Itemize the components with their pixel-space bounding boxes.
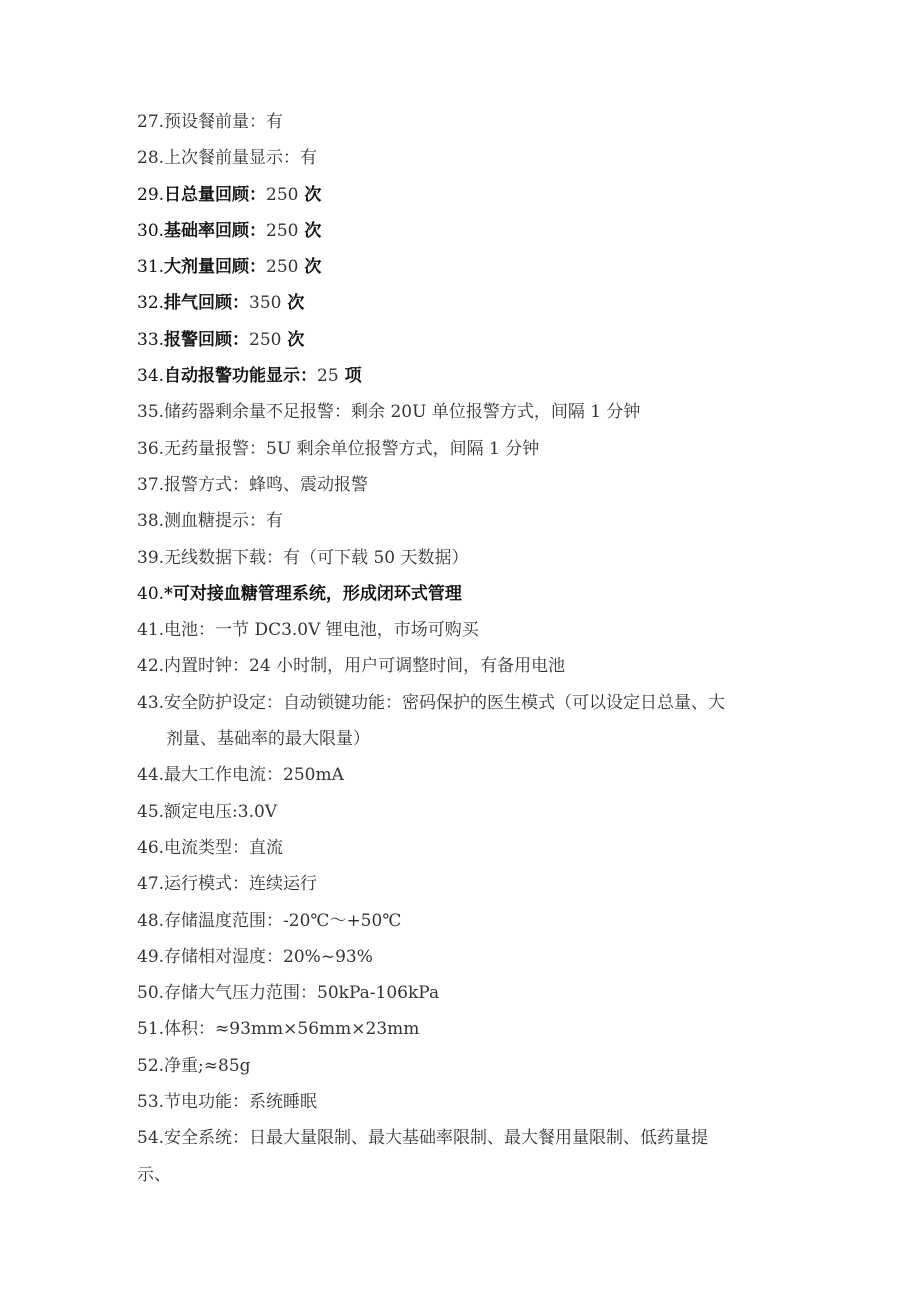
spec-item-42 xyxy=(137,648,787,684)
item-text: 体积：≈93mm×56mm×23mm xyxy=(164,1019,420,1040)
spec-item-28 xyxy=(137,140,787,176)
spec-item-31 xyxy=(137,249,787,285)
item-text: 内置时钟：24 小时制，用户可调整时间，有备用电池 xyxy=(164,656,566,677)
item-text: 运行模式：连续运行 xyxy=(164,874,318,895)
item-text: 报警方式：蜂鸣、震动报警 xyxy=(164,474,369,495)
item-value: 25 xyxy=(317,366,339,387)
spec-item-46 xyxy=(137,830,787,866)
spec-item-51 xyxy=(137,1011,787,1047)
item-number: 53. xyxy=(137,1092,165,1113)
item-label: *可对接血糖管理系统，形成闭环式管理 xyxy=(164,583,462,604)
item-number: 49. xyxy=(137,946,165,967)
item-text: 净重;≈85g xyxy=(164,1055,251,1076)
item-text: 存储温度范围：-20℃～+50℃ xyxy=(164,910,402,931)
item-number: 27. xyxy=(137,112,165,132)
item-text: 安全防护设定：自动锁键功能：密码保护的医生模式（可以设定日总量、大 xyxy=(164,692,726,713)
item-number: 28. xyxy=(137,148,165,169)
item-unit: 次 xyxy=(281,329,305,350)
item-label: 基础率回顾： xyxy=(164,220,267,241)
spec-item-43 xyxy=(137,685,787,758)
item-text: 额定电压:3.0V xyxy=(164,801,278,822)
item-number: 37. xyxy=(137,474,165,495)
item-label: 报警回顾： xyxy=(164,329,250,350)
item-unit: 项 xyxy=(338,366,362,387)
spec-item-35 xyxy=(137,394,787,430)
item-continuation: 示、 xyxy=(137,1164,171,1185)
spec-item-53 xyxy=(137,1084,787,1120)
item-number: 33. xyxy=(137,329,165,350)
spec-item-33 xyxy=(137,322,787,358)
item-text: 存储大气压力范围：50kPa-106kPa xyxy=(164,983,440,1004)
item-label: 日总量回顾： xyxy=(164,184,267,205)
spec-item-40 xyxy=(137,576,787,612)
spec-item-44 xyxy=(137,757,787,793)
item-label: 自动报警功能显示： xyxy=(164,366,318,387)
spec-item-29 xyxy=(137,177,787,213)
spec-item-36 xyxy=(137,431,787,467)
item-value: 350 xyxy=(249,293,282,314)
item-text: 电池：一节 DC3.0V 锂电池，市场可购买 xyxy=(164,620,479,641)
item-number: 43. xyxy=(137,692,165,713)
item-number: 31. xyxy=(137,257,165,278)
spec-item-27 xyxy=(137,104,787,140)
item-unit: 次 xyxy=(281,293,305,314)
item-number: 54. xyxy=(137,1128,165,1149)
spec-item-47 xyxy=(137,866,787,902)
item-number: 34. xyxy=(137,366,165,387)
spec-item-49 xyxy=(137,939,787,975)
item-unit: 次 xyxy=(298,184,322,205)
item-number: 29. xyxy=(137,184,165,205)
spec-item-39 xyxy=(137,540,787,576)
spec-item-41 xyxy=(137,612,787,648)
spec-item-38 xyxy=(137,503,787,539)
item-number: 50. xyxy=(137,983,165,1004)
item-text: 测血糖提示：有 xyxy=(164,511,284,532)
item-unit: 次 xyxy=(298,220,322,241)
item-text: 上次餐前量显示：有 xyxy=(164,148,318,169)
item-label: 排气回顾： xyxy=(164,293,250,314)
item-number: 36. xyxy=(137,438,165,459)
item-continuation: 剂量、基础率的最大限量） xyxy=(166,729,370,750)
item-value: 250 xyxy=(266,220,299,241)
item-number: 38. xyxy=(137,511,165,532)
item-text: 储药器剩余量不足报警：剩余 20U 单位报警方式，间隔 1 分钟 xyxy=(164,402,641,423)
item-number: 30. xyxy=(137,220,165,241)
item-text: 节电功能：系统睡眠 xyxy=(164,1092,318,1113)
item-number: 51. xyxy=(137,1019,165,1040)
item-value: 250 xyxy=(266,257,299,278)
item-text: 电流类型：直流 xyxy=(164,837,284,858)
item-number: 32. xyxy=(137,293,165,314)
item-number: 47. xyxy=(137,874,165,895)
item-number: 40. xyxy=(137,583,165,604)
item-text: 无线数据下载：有（可下载 50 天数据） xyxy=(164,547,469,568)
item-value: 250 xyxy=(249,329,282,350)
item-unit: 次 xyxy=(298,257,322,278)
spec-item-54 xyxy=(137,1120,787,1193)
item-text: 无药量报警：5U 剩余单位报警方式，间隔 1 分钟 xyxy=(164,438,540,459)
item-number: 42. xyxy=(137,656,165,677)
item-number: 48. xyxy=(137,910,165,931)
item-text: 存储相对湿度：20%~93% xyxy=(164,946,373,967)
spec-item-50 xyxy=(137,975,787,1011)
item-number: 39. xyxy=(137,547,165,568)
spec-item-34 xyxy=(137,358,787,394)
spec-item-45 xyxy=(137,794,787,830)
item-text: 最大工作电流：250mA xyxy=(164,765,344,786)
item-label: 大剂量回顾： xyxy=(164,257,267,278)
item-text: 安全系统：日最大量限制、最大基础率限制、最大餐用量限制、低药量提 xyxy=(164,1128,709,1149)
item-number: 35. xyxy=(137,402,165,423)
item-number: 46. xyxy=(137,837,165,858)
item-number: 41. xyxy=(137,620,165,641)
item-text: 预设餐前量：有 xyxy=(164,112,284,132)
item-number: 45. xyxy=(137,801,165,822)
spec-item-52 xyxy=(137,1048,787,1084)
spec-item-48 xyxy=(137,903,787,939)
spec-item-37 xyxy=(137,467,787,503)
item-number: 52. xyxy=(137,1055,165,1076)
spec-item-30 xyxy=(137,213,787,249)
spec-list xyxy=(137,104,787,1193)
spec-item-32 xyxy=(137,285,787,321)
item-value: 250 xyxy=(266,184,299,205)
item-number: 44. xyxy=(137,765,165,786)
